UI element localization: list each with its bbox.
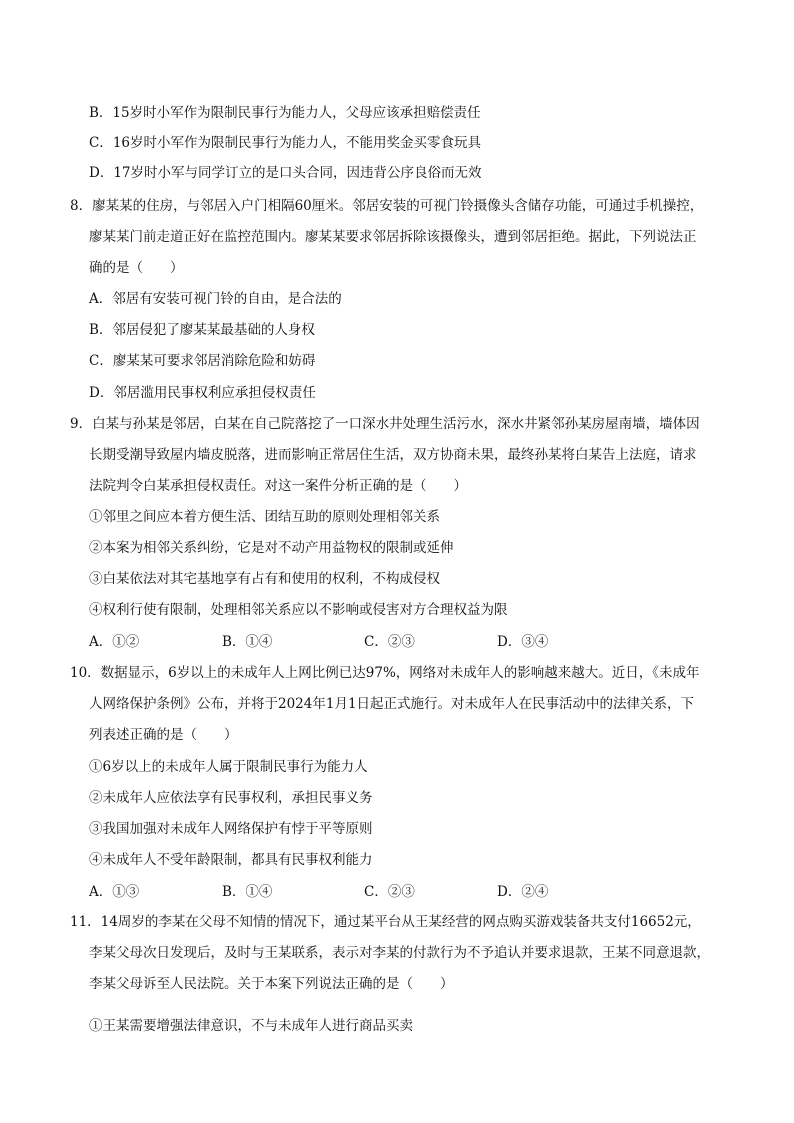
- q7-option-c: C．16岁时小军作为限制民事行为能力人，不能用奖金买零食玩具: [89, 135, 482, 151]
- q9-stem-line-2: 长期受潮导致屋内墙皮脱落，进而影响正常居住生活，双方协商未果，最终孙某将白某告上法庭，请求: [89, 447, 697, 463]
- q8-option-a: A．邻居有安装可视门铃的自由，是合法的: [89, 291, 342, 307]
- q10-choice-b: B．①④: [222, 884, 273, 900]
- q10-item-3: ③我国加强对未成年人网络保护有悖于平等原则: [89, 821, 373, 837]
- q9-item-3: ③白某依法对其宅基地享有占有和使用的权利，不构成侵权: [89, 571, 440, 587]
- q8-option-d: D．邻居滥用民事权利应承担侵权责任: [89, 385, 316, 401]
- q10-choice-d: D．②④: [497, 884, 549, 900]
- q10-item-1: ①6岁以上的未成年人属于限制民事行为能力人: [89, 759, 368, 775]
- q10-stem-line-1: 10．数据显示，6岁以上的未成年人上网比例已达97%，网络对未成年人的影响越来越大。近日，《未成年: [70, 665, 700, 681]
- q8-stem-line-1: 8．廖某某的住房，与邻居入户门相隔60厘米。邻居安装的可视门铃摄像头含储存功能，可通过手机操控，: [70, 198, 704, 214]
- q8-option-b: B．邻居侵犯了廖某某最基础的人身权: [89, 322, 315, 338]
- q10-choice-a: A．①③: [89, 884, 140, 900]
- q10-item-4: ④未成年人不受年龄限制，都具有民事权利能力: [89, 852, 373, 868]
- q9-stem-line-1: 9．白某与孙某是邻居，白某在自己院落挖了一口深水井处理生活污水，深水井紧邻孙某房屋南墙，墙体因: [70, 416, 700, 432]
- q9-choice-b: B．①④: [222, 634, 273, 650]
- q9-item-2: ②本案为相邻关系纠纷，它是对不动产用益物权的限制或延伸: [89, 540, 454, 556]
- q10-stem-line-3: 列表述正确的是（ ）: [89, 727, 238, 743]
- q8-stem-line-2: 廖某某门前走道正好在监控范围内。廖某某要求邻居拆除该摄像头，遭到邻居拒绝。据此，下列说法正: [89, 229, 697, 245]
- q11-item-1: ①王某需要增强法律意识，不与未成年人进行商品买卖: [89, 1018, 413, 1034]
- q11-stem-line-2: 李某父母次日发现后，及时与王某联系，表示对李某的付款行为不予追认并要求退款，王某不同意退款，: [89, 945, 710, 961]
- q9-item-4: ④权利行使有限制，处理相邻关系应以不影响或侵害对方合理权益为限: [89, 602, 508, 618]
- q11-stem-line-1: 11．14周岁的李某在父母不知情的情况下，通过某平台从王某经营的网点购买游戏装备共支付16652元，: [70, 914, 701, 930]
- q10-choice-c: C．②③: [364, 884, 415, 900]
- q9-choice-a: A．①②: [89, 634, 140, 650]
- q9-item-1: ①邻里之间应本着方便生活、团结互助的原则处理相邻关系: [89, 509, 440, 525]
- q8-stem-line-3: 确的是（ ）: [89, 260, 184, 276]
- q9-choice-d: D．③④: [497, 634, 549, 650]
- q9-choice-c: C．②③: [364, 634, 415, 650]
- q10-stem-line-2: 人网络保护条例》公布，并将于2024年1月1日起正式施行。对未成年人在民事活动中的法律关系，下: [89, 696, 695, 712]
- q11-stem-line-3: 李某父母诉至人民法院。关于本案下列说法正确的是（ ）: [89, 976, 454, 992]
- q7-option-b: B．15岁时小军作为限制民事行为能力人，父母应该承担赔偿责任: [89, 105, 481, 121]
- q9-stem-line-3: 法院判令白某承担侵权责任。对这一案件分析正确的是（ ）: [89, 478, 467, 494]
- q8-option-c: C．廖某某可要求邻居消除危险和妨碍: [89, 353, 316, 369]
- q7-option-d: D．17岁时小军与同学订立的是口头合同，因违背公序良俗而无效: [89, 165, 482, 181]
- q10-item-2: ②未成年人应依法享有民事权利，承担民事义务: [89, 790, 373, 806]
